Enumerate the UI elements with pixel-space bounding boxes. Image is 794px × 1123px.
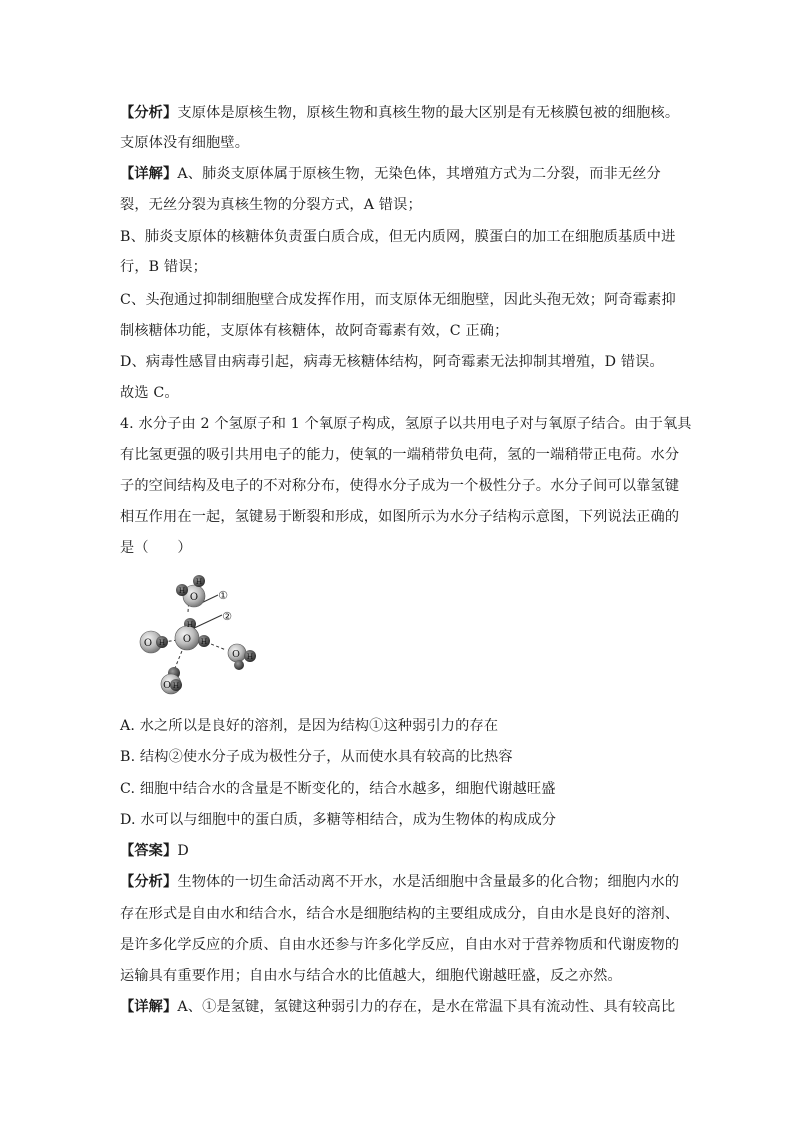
atom-h-label: H bbox=[200, 637, 208, 646]
analysis2-line-4: 运输具有重要作用；自由水与结合水的比值越大，细胞代谢越旺盛，反之亦然。 bbox=[120, 968, 622, 984]
atom-o-label: O bbox=[182, 634, 192, 645]
atom-h-label: H bbox=[195, 577, 203, 586]
molecule-bottom bbox=[161, 667, 182, 694]
question-line-5: 是（ ） bbox=[120, 540, 192, 556]
option-b: B. 结构②使水分子成为极性分子，从而使水具有较高的比热容 bbox=[120, 749, 513, 765]
structure-label-2: ② bbox=[222, 610, 232, 623]
water-molecule-diagram bbox=[134, 570, 264, 695]
detail-d-line: D、病毒性感冒由病毒引起，病毒无核糖体结构，阿奇霉素无法抑制其增殖，D 错误。 bbox=[120, 354, 664, 370]
detail-tag: 【详解】 bbox=[120, 999, 178, 1015]
structure-label-1: ① bbox=[218, 589, 228, 602]
question-line-2: 有比氢更强的吸引共用电子的能力，使氧的一端稍带负电荷，氢的一端稍带正电荷。水分 bbox=[120, 447, 680, 463]
analysis-line-2: 支原体没有细胞壁。 bbox=[120, 135, 250, 151]
detail-tag: 【详解】 bbox=[120, 166, 178, 182]
option-c: C. 细胞中结合水的含量是不断变化的，结合水越多，细胞代谢越旺盛 bbox=[120, 781, 556, 797]
atom-h-label: H bbox=[172, 681, 180, 690]
analysis2-line-1: 【分析】生物体的一切生命活动离不开水，水是活细胞中含量最多的化合物；细胞内水的 bbox=[120, 874, 680, 890]
analysis2-line-3: 是许多化学反应的介质、自由水还参与许多化学反应，自由水对于营养物质和代谢废物的 bbox=[120, 937, 680, 953]
atom-o-label: O bbox=[143, 638, 153, 649]
option-d: D. 水可以与细胞中的蛋白质，多糖等相结合，成为生物体的构成成分 bbox=[120, 812, 557, 828]
question-line-4: 相互作用在一起，氢键易于断裂和形成，如图所示为水分子结构示意图，下列说法正确的 bbox=[120, 509, 680, 525]
detail-b-line-1: B、肺炎支原体的核糖体负责蛋白质合成，但无内质网，膜蛋白的加工在细胞质基质中进 bbox=[120, 229, 676, 245]
analysis-line-1: 【分析】支原体是原核生物，原核生物和真核生物的最大区别是有无核膜包被的细胞核。 bbox=[120, 105, 680, 121]
analysis-tag: 【分析】 bbox=[120, 105, 178, 121]
answer-line bbox=[120, 841, 189, 861]
detail-c-line-2: 制核糖体功能，支原体有核糖体，故阿奇霉素有效，C 正确； bbox=[120, 323, 509, 339]
question-line-1: 4. 水分子由 2 个氢原子和 1 个氧原子构成，氢原子以共用电子对与氧原子结合。由于氧具 bbox=[120, 416, 692, 432]
atom-h-label: H bbox=[158, 638, 166, 647]
molecule-left bbox=[140, 631, 168, 653]
atom-o-label: O bbox=[189, 592, 199, 603]
answer-value: D bbox=[177, 843, 189, 859]
atom-o-label: O bbox=[163, 680, 171, 691]
detail2-line-1: 【详解】A、①是氢键，氢键这种弱引力的存在，是水在常温下具有流动性、具有较高比 bbox=[120, 999, 676, 1015]
molecule-top bbox=[176, 575, 205, 607]
atom-h-label: H bbox=[246, 652, 254, 661]
detail-c-line-1: C、头孢通过抑制细胞壁合成发挥作用，而支原体无细胞壁，因此头孢无效；阿奇霉素抑 bbox=[120, 292, 676, 308]
choice-line: 故选 C。 bbox=[120, 385, 179, 401]
molecule-right bbox=[228, 644, 256, 670]
detail-line-2: 裂，无丝分裂为真核生物的分裂方式，A 错误； bbox=[120, 197, 422, 213]
atom-o-label: O bbox=[232, 649, 240, 660]
analysis2-line-2: 存在形式是自由水和结合水，结合水是细胞结构的主要组成成分，自由水是良好的溶剂、 bbox=[120, 906, 680, 922]
detail-line-1: 【详解】A、肺炎支原体属于原核生物，无染色体，其增殖方式为二分裂，而非无丝分 bbox=[120, 166, 661, 182]
option-a: A. 水之所以是良好的溶剂，是因为结构①这种弱引力的存在 bbox=[120, 718, 499, 734]
atom-h-label: H bbox=[186, 620, 194, 629]
atom-h-label: H bbox=[178, 586, 186, 595]
question-line-3: 子的空间结构及电子的不对称分布，使得水分子成为一个极性分子。水分子间可以靠氢键 bbox=[120, 478, 680, 494]
answer-tag: 【答案】 bbox=[120, 843, 178, 859]
analysis-tag: 【分析】 bbox=[120, 874, 178, 890]
detail-b-line-2: 行，B 错误； bbox=[120, 259, 207, 275]
